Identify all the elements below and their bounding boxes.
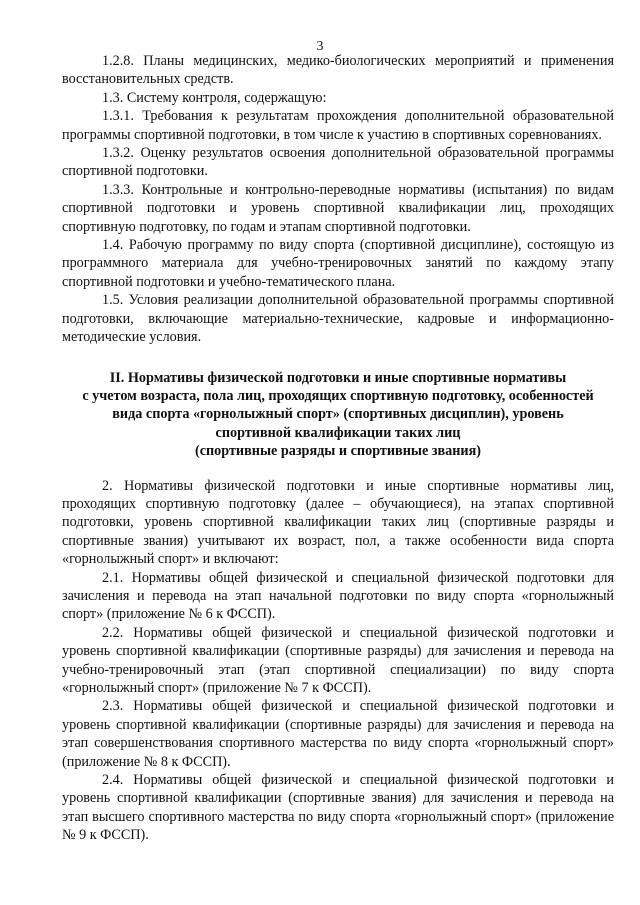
paragraph-1-2-8: 1.2.8. Планы медицинских, медико-биологических мероприятий и применения восстановительных средств. — [62, 53, 614, 88]
paragraph-1-3: 1.3. Систему контроля, содержащую: — [102, 89, 327, 106]
heading-line-5: (спортивные разряды и спортивные звания) — [194, 443, 482, 460]
paragraph-2-3: 2.3. Нормативы общей физической и специальной физической подготовки и уровень спортивной квалификации (спортивные разряды) для зачисления и перевода на этап совершенствования спортивного мастерства по виду спорта «горнолыжный спорт» (приложение № 8 к ФССП). — [62, 698, 614, 770]
paragraph-2: 2. Нормативы физической подготовки и иные спортивные нормативы лиц, проходящих спортивную подготовку (далее – обучающиеся), на этапах спортивной подготовки, уровень спортивной квалификации таких лиц (спортивные разряды и спортивные звания) учитывают их возраст, пол, а также особенности вида спорта «горнолыжный спорт» и включают: — [62, 477, 614, 568]
paragraph-2-2: 2.2. Нормативы общей физической и специальной физической подготовки и уровень спортивной квалификации (спортивные разряды) для зачисления и перевода на учебно-тренировочный этап (этап спортивной специализации) по виду спорта «горнолыжный спорт» (приложение № 7 к ФССП). — [62, 624, 614, 696]
document-body — [62, 52, 614, 845]
paragraph-2-1: 2.1. Нормативы общей физической и специальной физической подготовки для зачисления и перевода на этап начальной подготовки по виду спорта «горнолыжный спорт» (приложение № 6 к ФССП). — [62, 569, 614, 623]
section-heading — [62, 369, 614, 461]
paragraph-2-4: 2.4. Нормативы общей физической и специальной физической подготовки и уровень спортивной квалификации (спортивные звания) для зачисления и перевода на этап высшего спортивного мастерства по виду спорта «горнолыжный спорт» (приложение № 9 к ФССП). — [62, 772, 614, 844]
heading-line-1: II. Нормативы физической подготовки и иные спортивные нормативы — [109, 369, 567, 386]
paragraph-1-3-3: 1.3.3. Контрольные и контрольно-переводные нормативы (испытания) по видам спортивной подготовки и уровень спортивной квалификации лиц, проходящих спортивную подготовку, по годам и этапам спортивной подготовки. — [62, 181, 614, 235]
paragraph-1-5: 1.5. Условия реализации дополнительной образовательной программы спортивной подготовки, включающие материально-технические, кадровые и информационно-методические условия. — [62, 292, 614, 346]
heading-line-2: с учетом возраста, пола лиц, проходящих спортивную подготовку, особенностей — [82, 387, 594, 404]
paragraph-1-3-2: 1.3.2. Оценку результатов освоения дополнительной образовательной программы спортивной подготовки. — [62, 145, 614, 180]
paragraph-1-3-1: 1.3.1. Требования к результатам прохождения дополнительной образовательной программы спортивной подготовки, в том числе к участию в спортивных соревнованиях. — [62, 108, 614, 143]
heading-line-4: спортивной квалификации таких лиц — [215, 424, 461, 441]
paragraph-1-4: 1.4. Рабочую программу по виду спорта (спортивной дисциплине), состоящую из программного материала для учебно-тренировочных занятий по каждому этапу спортивной подготовки и учебно-тематического плана. — [62, 237, 614, 290]
heading-line-3: вида спорта «горнолыжный спорт» (спортивных дисциплин), уровень — [112, 406, 564, 423]
page-number: 3 — [316, 39, 324, 54]
